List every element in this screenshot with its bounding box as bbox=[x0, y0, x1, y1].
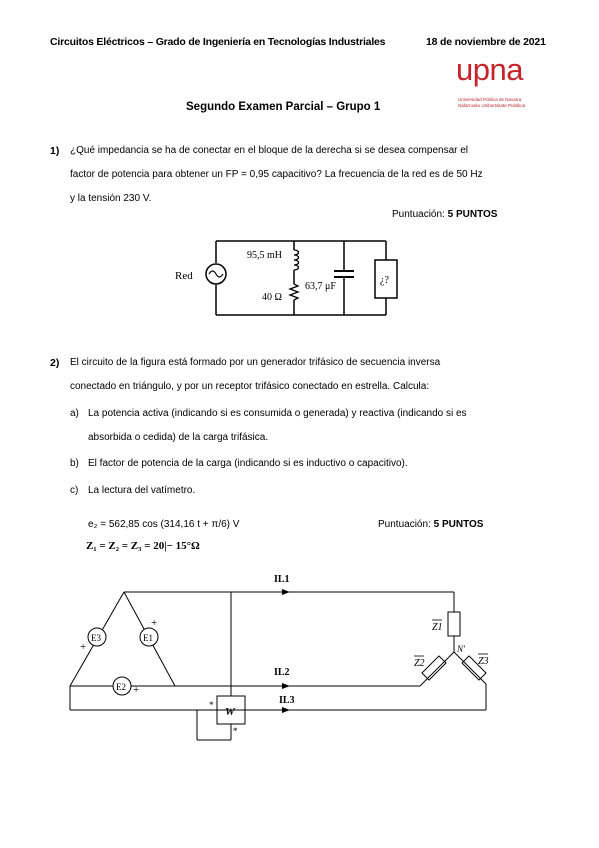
label-wattmeter: W bbox=[225, 706, 235, 718]
label-red: Red bbox=[175, 270, 193, 282]
wattmeter-star-2: * bbox=[233, 726, 238, 736]
label-z2: Z2 bbox=[414, 658, 425, 669]
plus-e3: + bbox=[80, 641, 87, 653]
il3-arrow-icon bbox=[282, 707, 290, 713]
q1-number: 1) bbox=[50, 145, 60, 157]
il2-arrow-icon bbox=[282, 683, 290, 689]
z2-box bbox=[422, 656, 446, 680]
upna-logo: upna bbox=[456, 52, 523, 87]
label-il1: IL1 bbox=[274, 574, 290, 585]
label-capacitor: 63,7 μF bbox=[305, 281, 336, 292]
q1-score-value: 5 PUNTOS bbox=[447, 209, 498, 220]
q2-score-value: 5 PUNTOS bbox=[433, 519, 484, 530]
exam-title: Segundo Examen Parcial – Grupo 1 bbox=[186, 101, 381, 113]
q1-line-3: y la tensión 230 V. bbox=[70, 193, 152, 204]
label-il3: IL3 bbox=[279, 695, 295, 706]
plus-e1: + bbox=[151, 617, 158, 629]
label-e1: E1 bbox=[143, 633, 153, 643]
q2-item-b: El factor de potencia de la carga (indicando si es inductivo o capacitivo). bbox=[88, 458, 408, 469]
wattmeter-star-1: * bbox=[209, 700, 214, 710]
label-neutral: N' bbox=[457, 644, 465, 654]
q2-line-1: El circuito de la figura está formado por un generador trifásico de secuencia inversa bbox=[70, 357, 441, 368]
label-resistor: 40 Ω bbox=[262, 292, 282, 303]
label-z1: Z1 bbox=[432, 622, 443, 633]
z1-box bbox=[448, 612, 460, 636]
label-unknown: ¿? bbox=[380, 275, 389, 286]
label-il2: IL2 bbox=[274, 667, 290, 678]
q1-score-label: Puntuación: bbox=[392, 209, 448, 220]
q2-score-label: Puntuación: bbox=[378, 519, 434, 530]
course-header: Circuitos Eléctricos – Grado de Ingeniería en Tecnologías Industriales bbox=[50, 36, 386, 48]
q2-z-equation: Z₁ = Z₂ = Z₃ = 20|− 15°Ω bbox=[86, 540, 200, 552]
logo-subtitle-1: Universidad Pública de Navarra bbox=[458, 97, 522, 102]
q1-line-2: factor de potencia para obtener un FP = 0,95 capacitivo? La frecuencia de la red es de 50 Hz bbox=[70, 169, 483, 180]
q2-item-b-label: b) bbox=[70, 458, 79, 469]
q1-line-1: ¿Qué impedancia se ha de conectar en el bloque de la derecha si se desea compensar el bbox=[70, 145, 469, 156]
q2-e2-equation: e₂ = 562,85 cos (314,16 t + π/6) V bbox=[88, 519, 240, 530]
q2-item-c: La lectura del vatímetro. bbox=[88, 485, 196, 496]
q2-number: 2) bbox=[50, 357, 60, 369]
label-z3: Z3 bbox=[478, 656, 489, 667]
q2-item-a-label: a) bbox=[70, 408, 79, 419]
q2-item-c-label: c) bbox=[70, 485, 79, 496]
label-inductor: 95,5 mH bbox=[247, 250, 282, 261]
q2-item-a-line-1: La potencia activa (indicando si es consumida o generada) y reactiva (indicando si es bbox=[88, 408, 467, 419]
q2-item-a-line-2: absorbida o cedida) de la carga trifásica. bbox=[88, 432, 269, 443]
il1-arrow-icon bbox=[282, 589, 290, 595]
plus-e2: + bbox=[133, 684, 140, 696]
label-e3: E3 bbox=[91, 633, 101, 643]
q2-line-2: conectado en triángulo, y por un receptor trifásico conectado en estrella. Calcula: bbox=[70, 381, 430, 392]
label-e2: E2 bbox=[116, 682, 126, 692]
logo-subtitle-2: Nafarroako Unibertsitate Publikoa bbox=[458, 103, 526, 108]
exam-date: 18 de noviembre de 2021 bbox=[426, 36, 546, 48]
